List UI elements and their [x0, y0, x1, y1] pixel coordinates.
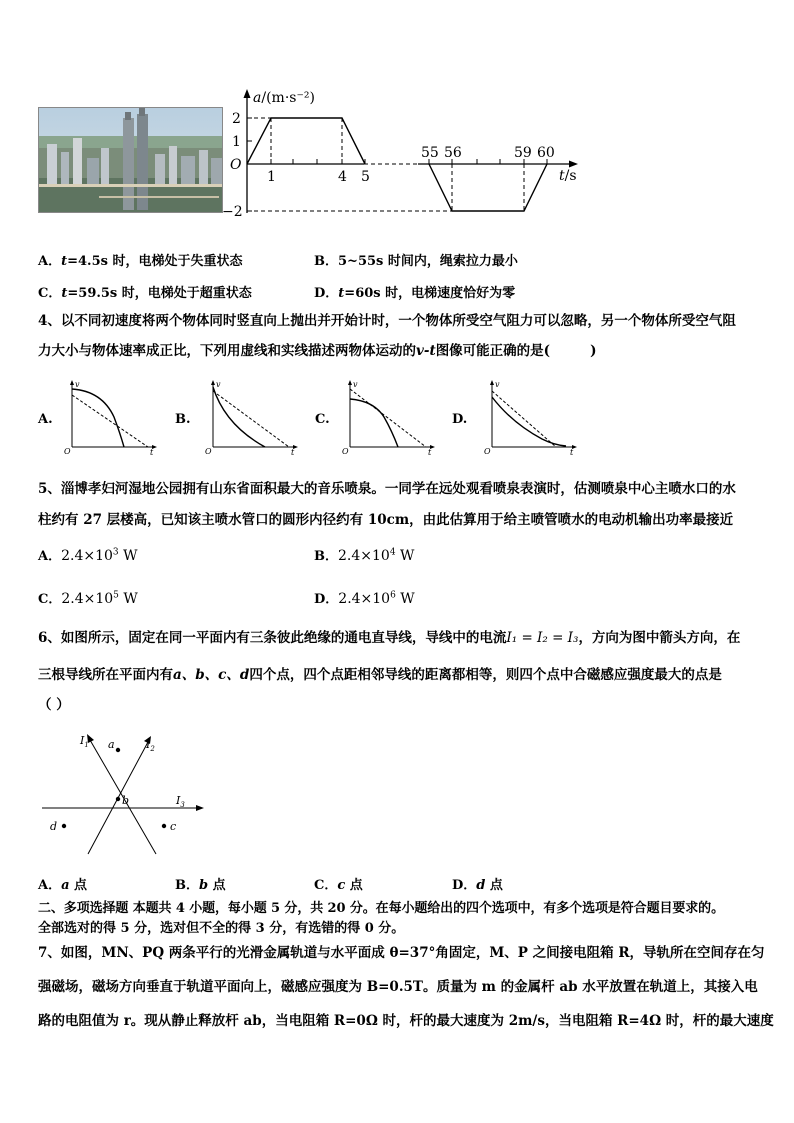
label-i2: $I_2$	[146, 738, 155, 753]
option-text: =4.5s 时，电梯处于失重状态	[67, 254, 243, 269]
y-tick-minus-2: −2	[222, 204, 243, 217]
point-d	[62, 824, 66, 828]
q4-option-a-label[interactable]: A.	[38, 412, 53, 427]
acceleration-curve-down	[429, 164, 547, 211]
q7-stem-line2: 强磁场，磁场方向垂直于轨道平面向上，磁感应强度为 B=0.5T。质量为 m 的金属杆 ab 水平放置在轨道上，其接入电	[38, 979, 758, 995]
svg-text:O: O	[484, 447, 491, 455]
label-a: a	[108, 738, 115, 751]
q5-stem-line2: 柱约有 27 层楼高，已知该主喷水管口的圆形内径约有 10cm，由此估算用于给主喷管喷水的电动机输出功率最接近	[38, 512, 734, 528]
q6-option-d[interactable]: D．d 点	[452, 878, 503, 893]
q4-option-d-label[interactable]: D.	[452, 412, 468, 427]
svg-text:t: t	[428, 448, 432, 455]
q4-stem-line2: 力大小与物体速率成正比，下列用虚线和实线描述两物体运动的v-t图像可能正确的是( )	[38, 343, 597, 359]
q4-graph-b[interactable]	[203, 377, 301, 455]
section2-heading-line1: 二、多项选择题 本题共 4 小题，每小题 5 分，共 20 分。在每小题给出的四个选项中，有多个选项是符合题目要求的。	[38, 901, 724, 916]
label-b: b	[122, 794, 130, 807]
y-tick-2: 2	[232, 111, 241, 127]
q6-wires-figure	[38, 728, 208, 858]
svg-text:v: v	[495, 380, 500, 389]
option-letter: D．	[314, 286, 339, 301]
x-tick-59: 59	[514, 145, 532, 161]
point-b	[116, 797, 120, 801]
option-text: =60s 时，电梯速度恰好为零	[344, 286, 516, 301]
x-tick-55: 55	[421, 145, 439, 161]
label-i1: $I_1$	[80, 734, 89, 749]
label-c: c	[170, 820, 177, 833]
svg-text:v: v	[353, 380, 358, 389]
label-i3: $I_3$	[176, 794, 185, 809]
city-skyline-image	[39, 108, 222, 212]
label-d: d	[50, 820, 58, 833]
x-tick-60: 60	[537, 145, 555, 161]
svg-text:t: t	[291, 448, 295, 455]
q5-option-d[interactable]: D．$2.4\times 10^6$ W	[314, 590, 415, 607]
q4-option-c-label[interactable]: C.	[315, 412, 330, 427]
q3-option-a[interactable]	[38, 250, 242, 269]
option-text: =59.5s 时，电梯处于超重状态	[67, 286, 252, 301]
acceleration-curve-up	[247, 118, 365, 164]
q4-graph-a[interactable]	[62, 377, 160, 455]
y-axis-arrow-icon	[244, 89, 251, 98]
q7-stem-line3: 路的电阻值为 r。现从静止释放杆 ab，当电阻箱 R=0Ω 时，杆的最大速度为 2m/s，当电阻箱 R=4Ω 时，杆的最大速度	[38, 1013, 774, 1029]
q3-option-d[interactable]	[314, 282, 515, 301]
q4-option-b-label[interactable]: B.	[175, 412, 191, 427]
option-letter: A．	[38, 254, 62, 269]
point-a	[116, 748, 120, 752]
svg-text:O: O	[342, 447, 349, 455]
vt-symbol: v-t	[416, 343, 436, 359]
svg-text:t: t	[570, 448, 574, 455]
q5-stem-line1: 5、淄博孝妇河湿地公园拥有山东省面积最大的音乐喷泉。一同学在远处观看喷泉表演时，估测喷泉中心主喷水口的水	[38, 481, 736, 497]
q4-graph-c[interactable]	[340, 377, 438, 455]
q3-option-c[interactable]	[38, 282, 252, 301]
q7-stem-line1: 7、如图，MN、PQ 两条平行的光滑金属轨道与水平面成 θ=37°角固定，M、P 之间接电阻箱 R，导轨所在空间存在匀	[38, 945, 765, 961]
q6-option-a[interactable]: A．a 点	[38, 878, 88, 893]
x-tick-5: 5	[361, 169, 370, 185]
x-tick-56: 56	[444, 145, 462, 161]
time-symbol: t	[61, 286, 68, 301]
wire-i3-arrow-icon	[196, 805, 204, 811]
q5-option-c[interactable]: C．$2.4\times 10^5$ W	[38, 590, 138, 607]
x-axis-label: t/s	[559, 168, 577, 184]
section2-heading-line2: 全部选对的得 5 分，选对但不全的得 3 分，有选错的得 0 分。	[38, 921, 405, 936]
q6-stem-line2: 三根导线所在平面内有a、b、c、d四个点，四个点距相邻导线的距离都相等，则四个点中合磁感应强度最大的点是	[38, 667, 722, 683]
x-tick-4: 4	[338, 169, 347, 185]
q6-answer-bracket: （ ）	[38, 697, 70, 713]
q3-option-b[interactable]	[314, 250, 518, 269]
option-letter: B．	[314, 254, 338, 269]
skyscraper-photo	[38, 107, 223, 213]
svg-text:v: v	[216, 380, 221, 389]
y-tick-1: 1	[232, 134, 241, 150]
y-axis-label: a/(m·s⁻²)	[253, 90, 315, 106]
q5-option-b[interactable]: B．$2.4\times 10^4$ W	[314, 547, 415, 564]
svg-text:O: O	[64, 447, 71, 455]
q6-option-b[interactable]: B．b 点	[175, 878, 226, 893]
time-symbol: t	[338, 286, 345, 301]
svg-text:t: t	[150, 448, 154, 455]
acceleration-time-graph	[222, 85, 588, 217]
q4-stem-line1: 4、以不同初速度将两个物体同时竖直向上抛出并开始计时，一个物体所受空气阻力可以忽略，另一个物体所受空气阻	[38, 313, 736, 329]
svg-text:O: O	[205, 447, 212, 455]
current-equation: I₁ = I₂ = I₃	[506, 630, 579, 646]
q6-stem-line1: 6、如图所示，固定在同一平面内有三条彼此绝缘的通电直导线，导线中的电流I₁ = I₂ = I₃，方向为图中箭头方向，在	[38, 630, 741, 646]
time-symbol: t	[61, 254, 68, 269]
q4-graph-d[interactable]	[482, 377, 580, 455]
q6-option-c[interactable]: C．c 点	[314, 878, 363, 893]
origin-label: O	[230, 157, 242, 173]
x-axis-arrow-icon	[569, 161, 578, 168]
svg-text:v: v	[75, 380, 80, 389]
option-text: 5~55s 时间内，绳索拉力最小	[338, 254, 518, 269]
x-tick-1: 1	[267, 169, 276, 185]
point-c	[162, 824, 166, 828]
q5-option-a[interactable]: A．$2.4\times 10^3$ W	[38, 547, 138, 564]
option-letter: C．	[38, 286, 62, 301]
